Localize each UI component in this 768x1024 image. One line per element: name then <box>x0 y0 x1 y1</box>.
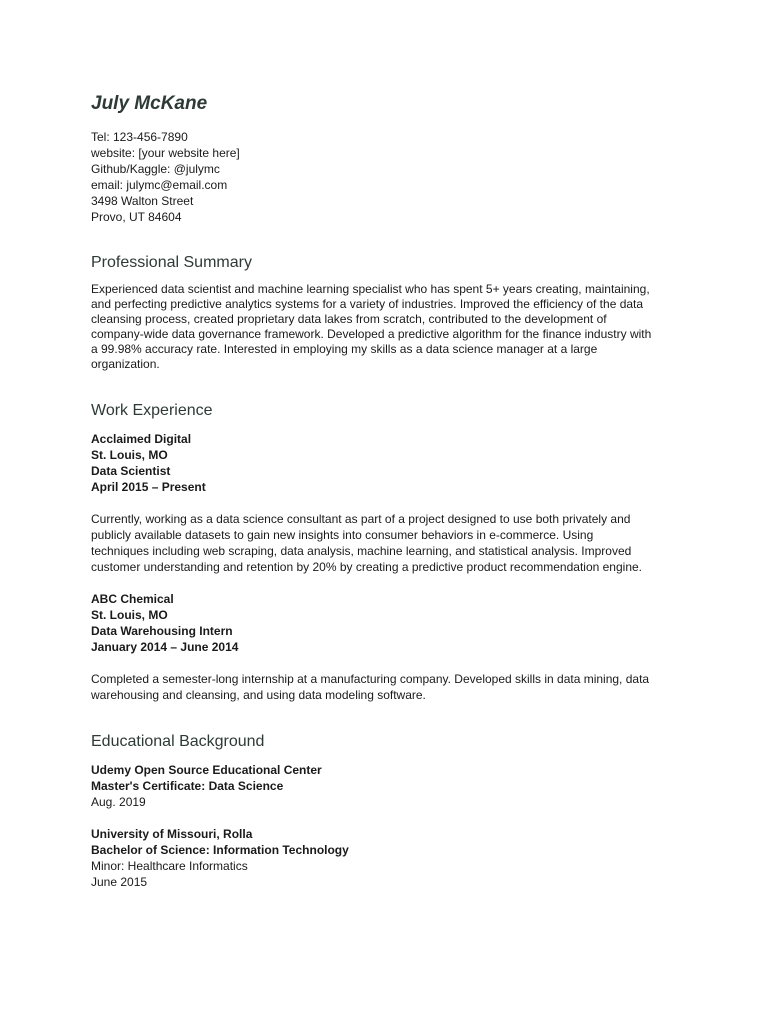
summary-paragraph <box>91 282 691 371</box>
experience-heading: Work Experience <box>91 402 213 420</box>
job-dates: April 2015 – Present <box>91 480 206 495</box>
job-location: St. Louis, MO <box>91 608 168 623</box>
job-entry <box>91 431 691 575</box>
education-entry <box>91 826 691 890</box>
phone-line: Tel: 123-456-7890 <box>91 130 188 144</box>
contact-block <box>91 129 691 225</box>
job-company: Acclaimed Digital <box>91 432 192 447</box>
education-entry <box>91 762 691 810</box>
summary-line: Experienced data scientist and machine learning specialist who has spent 5+ years creating, maintaining, <box>91 282 650 296</box>
street-line: 3498 Walton Street <box>91 194 194 208</box>
education-heading: Educational Background <box>91 733 265 751</box>
summary-line: company-wide data governance framework. Developed a predictive algorithm for the finance industry with <box>91 326 652 341</box>
education-institution: University of Missouri, Rolla <box>91 827 253 842</box>
job-description-line: warehousing and cleansing, and using data modeling software. <box>91 688 426 703</box>
city-line: Provo, UT 84604 <box>91 210 182 224</box>
job-title: Data Warehousing Intern <box>91 624 233 639</box>
job-description <box>91 671 691 703</box>
summary-line: a 99.98% accuracy rate. Interested in employing my skills as a data science manager at a large <box>91 341 598 356</box>
job-description <box>91 511 691 575</box>
job-description-line: Completed a semester-long internship at a manufacturing company. Developed skills in data mining, data <box>91 672 650 687</box>
education-date: Aug. 2019 <box>91 795 146 810</box>
job-entry <box>91 591 691 703</box>
job-description-line: Currently, working as a data science consultant as part of a project designed to use both privately and <box>91 512 631 527</box>
job-dates: January 2014 – June 2014 <box>91 640 239 655</box>
job-company: ABC Chemical <box>91 592 174 607</box>
summary-line: organization. <box>91 356 160 371</box>
education-degree: Bachelor of Science: Information Technology <box>91 843 349 858</box>
job-description-line: customer understanding and retention by 20% by creating a predictive product recommendation engine. <box>91 560 642 575</box>
email-line: email: julymc@email.com <box>91 178 228 192</box>
summary-heading: Professional Summary <box>91 254 252 271</box>
education-date: June 2015 <box>91 875 148 890</box>
website-line: website: [your website here] <box>91 146 240 160</box>
summary-line: cleansing process, created proprietary data lakes from scratch, contributed to the development of <box>91 311 607 326</box>
job-title: Data Scientist <box>91 464 171 479</box>
resume-page <box>91 92 691 890</box>
job-location: St. Louis, MO <box>91 448 168 463</box>
education-degree: Master's Certificate: Data Science <box>91 779 284 794</box>
job-description-line: techniques including web scraping, data analysis, machine learning, and statistical analysis. Improved <box>91 544 632 559</box>
education-institution: Udemy Open Source Educational Center <box>91 763 322 778</box>
github-line: Github/Kaggle: @julymc <box>91 162 220 176</box>
job-description-line: publicly available datasets to gain new insights into consumer behaviors in e-commerce. Using <box>91 528 594 543</box>
summary-line: and perfecting predictive analytics systems for a variety of industries. Improved the efficiency of the data <box>91 296 644 311</box>
candidate-name: July McKane <box>91 93 208 114</box>
education-minor: Minor: Healthcare Informatics <box>91 859 248 874</box>
